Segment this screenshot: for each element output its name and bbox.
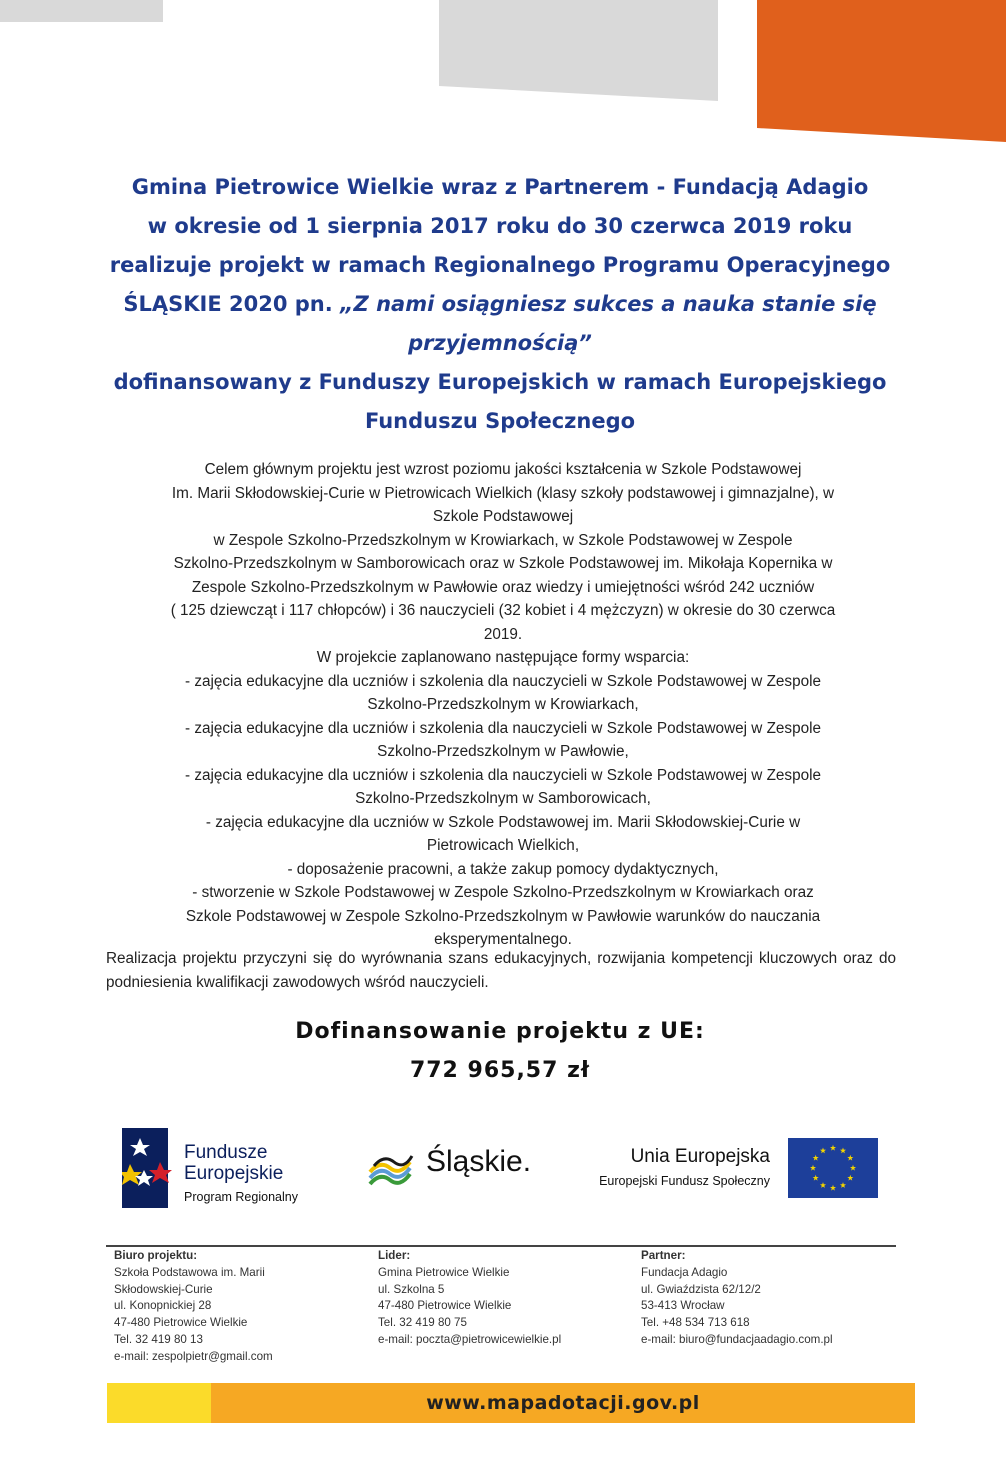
contact-leader bbox=[378, 1248, 638, 1349]
description-line: Szkolno-Przedszkolnym w Samborowicach, bbox=[355, 790, 651, 807]
description-line: Szkole Podstawowej bbox=[432, 508, 574, 525]
project-name: „Z nami osiągniesz sukces a nauka stanie się bbox=[340, 292, 877, 316]
contact-office bbox=[114, 1248, 374, 1366]
header-decoration bbox=[0, 0, 1006, 150]
description-line: w Zespole Szkolno-Przedszkolnym w Krowiarkach, w Szkole Podstawowej w Zespole bbox=[213, 531, 793, 549]
description-line: eksperymentalnego. bbox=[434, 931, 572, 948]
contact-line: Gmina Pietrowice Wielkie bbox=[378, 1265, 510, 1279]
description-line: - zajęcia edukacyjne dla uczniów w Szkole Podstawowej im. Marii Skłodowskiej-Curie w bbox=[205, 813, 801, 831]
slaskie-waves-icon bbox=[366, 1142, 416, 1186]
contact-email[interactable]: e-mail: poczta@pietrowicewielkie.pl bbox=[378, 1332, 562, 1346]
fe-stars-icon bbox=[122, 1128, 178, 1208]
description-line: W projekcie zaplanowano następujące formy wsparcia: bbox=[316, 649, 690, 666]
funding-box bbox=[100, 1012, 900, 1090]
description-line: Celem głównym projektu jest wzrost poziomu jakości kształcenia w Szkole Podstawowej bbox=[204, 461, 802, 478]
headline-line: w okresie od 1 sierpnia 2017 roku do 30 czerwca 2019 roku bbox=[147, 214, 853, 238]
slaskie-text: Śląskie. bbox=[426, 1145, 532, 1178]
description-line: Im. Marii Skłodowskiej-Curie w Pietrowicach Wielkich (klasy szkoły podstawowej i gimnazjalne), w bbox=[171, 484, 835, 502]
contact-line: Tel. 32 419 80 75 bbox=[378, 1316, 467, 1330]
headline-line: Funduszu Społecznego bbox=[364, 409, 636, 433]
fe-title-line2: Europejskie bbox=[184, 1163, 284, 1184]
slaskie-logo bbox=[366, 1142, 546, 1192]
contact-line: Szkoła Podstawowa im. Marii bbox=[114, 1265, 265, 1279]
fundusze-europejskie-logo bbox=[122, 1128, 332, 1210]
contact-line: ul. Szkolna 5 bbox=[378, 1282, 445, 1296]
contact-line: Tel. 32 419 80 13 bbox=[114, 1332, 203, 1346]
contact-heading: Lider: bbox=[378, 1249, 411, 1262]
contact-email[interactable]: e-mail: zespolpietr@gmail.com bbox=[114, 1349, 273, 1363]
contact-line: Fundacja Adagio bbox=[641, 1265, 728, 1279]
contact-line: ul. Konopnickiej 28 bbox=[114, 1299, 212, 1313]
contact-line: Skłodowskiej-Curie bbox=[114, 1282, 213, 1296]
headline-line: Gmina Pietrowice Wielkie wraz z Partnerem - Fundacją Adagio bbox=[131, 175, 869, 199]
headline-line: dofinansowany z Funduszy Europejskich w ramach Europejskiego bbox=[113, 370, 887, 394]
contact-line: 47-480 Pietrowice Wielkie bbox=[378, 1299, 512, 1313]
headline-line bbox=[60, 324, 940, 363]
description-line: - doposażenie pracowni, a także zakup pomocy dydaktycznych, bbox=[287, 860, 719, 878]
contact-line: 53-413 Wrocław bbox=[641, 1299, 725, 1313]
description-line: Pietrowicach Wielkich, bbox=[426, 837, 580, 854]
description-line: Szkole Podstawowej w Zespole Szkolno-Przedszkolnym w Pawłowie warunków do nauczania bbox=[185, 907, 821, 925]
contact-line: Tel. +48 534 713 618 bbox=[641, 1316, 750, 1330]
contact-heading: Biuro projektu: bbox=[114, 1249, 198, 1262]
project-summary: Realizacja projektu przyczyni się do wyrównania szans edukacyjnych, rozwijania kompetencji kluczowych oraz do podniesienia kwalifikacji zawodowych wśród nauczycieli. bbox=[106, 950, 896, 991]
headline-line bbox=[60, 285, 940, 324]
description-line: Szkolno-Przedszkolnym w Pawłowie, bbox=[377, 743, 629, 760]
project-description bbox=[100, 458, 906, 952]
project-headline bbox=[60, 168, 940, 441]
ue-subtitle: Europejski Fundusz Społeczny bbox=[599, 1174, 770, 1188]
unia-europejska-logo bbox=[580, 1138, 880, 1218]
project-name-end: przyjemnością” bbox=[408, 331, 592, 355]
description-line: - zajęcia edukacyjne dla uczniów i szkolenia dla nauczycieli w Szkole Podstawowej w Zespole bbox=[185, 719, 821, 737]
url-bar-accent bbox=[107, 1383, 211, 1423]
headline-prefix: ŚLĄSKIE 2020 pn. bbox=[123, 292, 341, 316]
website-link[interactable]: www.mapadotacji.gov.pl bbox=[426, 1392, 700, 1414]
description-line: - stworzenie w Szkole Podstawowej w Zespole Szkolno-Przedszkolnym w Krowiarkach oraz bbox=[192, 884, 814, 901]
funding-label: Dofinansowanie projektu z UE: bbox=[295, 1019, 705, 1044]
description-line: - zajęcia edukacyjne dla uczniów i szkolenia dla nauczycieli w Szkole Podstawowej w Zespole bbox=[185, 672, 821, 690]
description-line: ( 125 dziewcząt i 117 chłopców) i 36 nauczycieli (32 kobiet i 4 mężczyzn) w okresie do 30 czerwca bbox=[170, 602, 836, 619]
footer-divider bbox=[106, 1245, 896, 1247]
logos-row bbox=[0, 1120, 1006, 1230]
contact-line: 47-480 Pietrowice Wielkie bbox=[114, 1316, 248, 1330]
description-line: Zespole Szkolno-Przedszkolnym w Pawłowie oraz wiedzy i umiejętności wśród 242 uczniów bbox=[191, 578, 815, 596]
description-line: Szkolno-Przedszkolnym w Samborowicach oraz w Szkole Podstawowej im. Mikołaja Kopernika w bbox=[173, 555, 833, 572]
headline-line: realizuje projekt w ramach Regionalnego Programu Operacyjnego bbox=[109, 253, 891, 277]
description-line: - zajęcia edukacyjne dla uczniów i szkolenia dla nauczycieli w Szkole Podstawowej w Zespole bbox=[185, 766, 821, 784]
contact-heading: Partner: bbox=[641, 1249, 686, 1262]
contact-partner bbox=[641, 1248, 901, 1349]
eu-flag-icon bbox=[788, 1138, 878, 1198]
url-bar bbox=[107, 1383, 915, 1423]
description-line: Szkolno-Przedszkolnym w Krowiarkach, bbox=[367, 696, 639, 713]
fe-title bbox=[184, 1142, 283, 1184]
fe-title-line1: Fundusze bbox=[184, 1142, 268, 1163]
ue-title: Unia Europejska bbox=[630, 1146, 770, 1167]
description-line: 2019. bbox=[483, 625, 523, 643]
contact-line: ul. Gwiaździsta 62/12/2 bbox=[641, 1282, 761, 1296]
funding-amount: 772 965,57 zł bbox=[409, 1058, 591, 1083]
fe-subtitle: Program Regionalny bbox=[184, 1190, 298, 1204]
contact-email[interactable]: e-mail: biuro@fundacjaadagio.com.pl bbox=[641, 1332, 833, 1346]
